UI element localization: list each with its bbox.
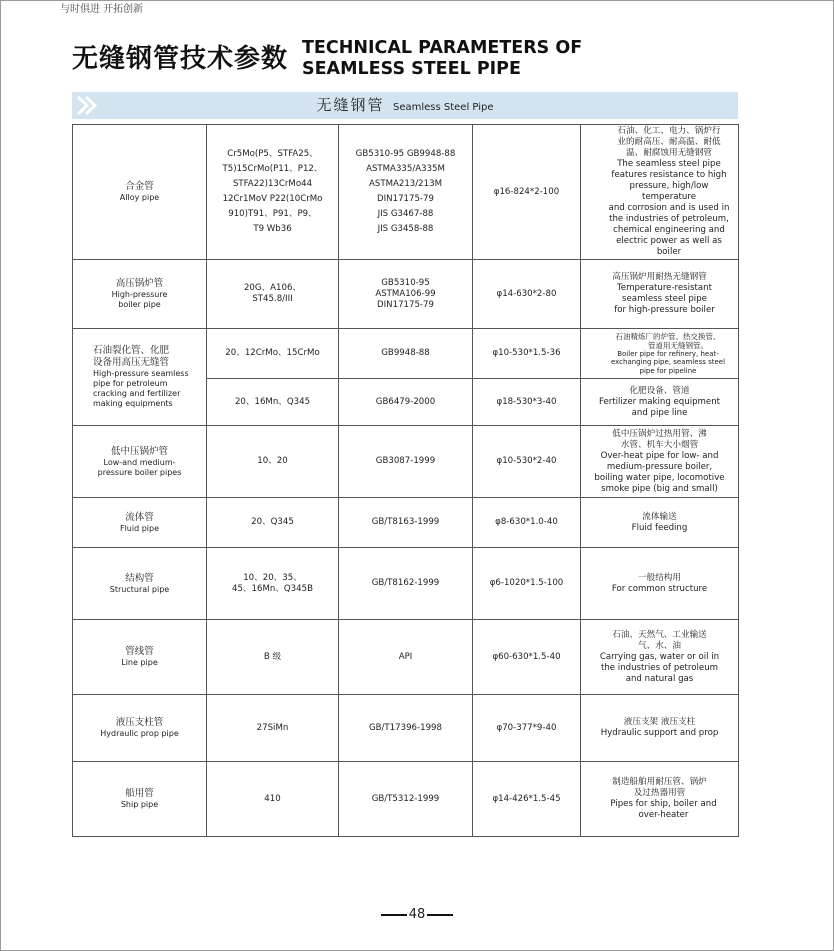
table-row bbox=[73, 695, 739, 762]
standard-line: ASTMA335/A335M bbox=[366, 164, 445, 174]
use-en-line: pressure, high/low temperature bbox=[629, 181, 709, 202]
table-row bbox=[73, 329, 739, 379]
use-en-line: Hydraulic support and prop bbox=[600, 728, 719, 738]
use-cn-line: 石油、化工、电力、锅炉行 bbox=[617, 126, 721, 136]
standard-line: DIN17175-79 bbox=[377, 194, 434, 204]
spec-cell: φ14-426*1.5-45 bbox=[473, 762, 581, 837]
table-row bbox=[73, 498, 739, 548]
pipe-name-en: Structural pipe bbox=[109, 584, 170, 594]
pipe-name-en: cracking and fertilizer bbox=[93, 389, 181, 398]
spec-cell: φ60-630*1.5-40 bbox=[473, 620, 581, 695]
page-number-text: 48 bbox=[408, 907, 426, 922]
grade-cell: B 级 bbox=[207, 620, 339, 695]
standard-line: GB5310-95 bbox=[381, 277, 430, 288]
page-number-dash-left bbox=[381, 914, 407, 916]
standard-cell: API bbox=[339, 620, 473, 695]
grade-line: ST45.8/III bbox=[252, 294, 293, 304]
use-cell bbox=[581, 379, 739, 426]
use-cn-line: 石油精炼厂的炉管、热交换管、 bbox=[615, 331, 721, 341]
table-row bbox=[73, 548, 739, 620]
use-en-line: electric power as well as boiler bbox=[616, 236, 722, 257]
page-title-en-line1: TECHNICAL PARAMETERS OF bbox=[302, 38, 583, 58]
pipe-name-cell bbox=[73, 498, 207, 548]
header-slogan: 与时俱进 开拓创新 bbox=[60, 4, 144, 15]
pipe-name-cn: 结构管 bbox=[125, 572, 154, 584]
standard-cell: GB6479-2000 bbox=[339, 379, 473, 426]
table-row bbox=[73, 620, 739, 695]
grade-cell: 20、16Mn、Q345 bbox=[207, 379, 339, 426]
grade-line: T9 Wb36 bbox=[253, 224, 292, 234]
pipe-name-cn: 合金管 bbox=[125, 181, 154, 192]
use-en-line: Pipes for ship, boiler and bbox=[610, 799, 717, 809]
grade-line: Cr5Mo(P5、STFA25、 bbox=[227, 149, 318, 159]
page-title-en-line2: SEAMLESS STEEL PIPE bbox=[302, 59, 521, 79]
pipe-name-en: Ship pipe bbox=[120, 800, 159, 809]
table-row bbox=[73, 260, 739, 329]
spec-cell: φ16-824*2-100 bbox=[473, 125, 581, 260]
spec-cell: φ18-530*3-40 bbox=[473, 379, 581, 426]
grade-cell: 10、20 bbox=[207, 426, 339, 498]
use-cell bbox=[581, 329, 739, 379]
grade-line: STFA22)13CrMo44 bbox=[232, 179, 313, 189]
use-en-line: Over-heat pipe for low- and bbox=[600, 450, 719, 461]
pipe-name-cn: 高压锅炉管 bbox=[115, 278, 164, 289]
standard-cell bbox=[339, 125, 473, 260]
pipe-name-cell bbox=[73, 762, 207, 837]
pipe-name-en: Fluid pipe bbox=[119, 523, 160, 533]
use-cell bbox=[581, 426, 739, 498]
standard-cell: GB3087-1999 bbox=[339, 426, 473, 498]
spec-cell: φ70-377*9-40 bbox=[473, 695, 581, 762]
use-cn-line: 及过热器用管 bbox=[633, 788, 686, 798]
banner-title-en: Seamless Steel Pipe bbox=[392, 102, 494, 113]
use-cn-line: 高压锅炉用耐热无缝钢管 bbox=[612, 272, 707, 282]
use-cn-line: 低中压锅炉过热用管、沸 bbox=[612, 428, 707, 439]
pipe-name-cell bbox=[73, 329, 207, 426]
use-en-line: chemical engineering and bbox=[613, 225, 725, 235]
use-cn-line: 业的耐高压、耐高温、耐低 bbox=[617, 137, 721, 147]
use-cn-line: 水管、机车大小烟管 bbox=[620, 439, 699, 450]
spec-cell: φ10-530*2-40 bbox=[473, 426, 581, 498]
pipe-name-cn: 石油裂化管、化肥 bbox=[93, 345, 170, 356]
pipe-name-en: boiler pipe bbox=[118, 300, 161, 309]
standard-line: ASTMA106-99 bbox=[375, 288, 436, 299]
use-cell bbox=[581, 548, 739, 620]
pipe-name-en: pressure boiler pipes bbox=[97, 467, 182, 477]
use-cn-line: 石油、天然气、工业输送 bbox=[612, 629, 707, 640]
use-en-line: Fluid feeding bbox=[631, 522, 688, 533]
standard-line: ASTMA213/213M bbox=[369, 179, 442, 189]
standard-line: GB5310-95 GB9948-88 bbox=[355, 149, 456, 159]
pipe-name-cn: 船用管 bbox=[125, 788, 154, 799]
use-en-line: features resistance to high bbox=[611, 170, 727, 180]
pipe-name-cn: 设备用高压无缝管 bbox=[93, 357, 170, 368]
use-cn-line: 温、耐腐蚀用无缝钢管 bbox=[626, 148, 712, 158]
pipe-name-cn: 液压支柱管 bbox=[115, 717, 164, 728]
pipe-name-cn: 管线管 bbox=[125, 646, 154, 657]
use-cell bbox=[581, 762, 739, 837]
standard-cell: GB/T8163-1999 bbox=[339, 498, 473, 548]
use-en-line: seamless steel pipe bbox=[622, 294, 707, 304]
pipe-name-cell bbox=[73, 426, 207, 498]
standard-cell: GB/T5312-1999 bbox=[339, 762, 473, 837]
page-title-cn: 无缝钢管技术参数 bbox=[72, 44, 289, 74]
use-en-line: and pipe line bbox=[631, 407, 688, 418]
grade-cell: 410 bbox=[207, 762, 339, 837]
use-cell bbox=[581, 125, 739, 260]
use-cn-line: 气、水、油 bbox=[638, 640, 681, 651]
pipe-name-en: Alloy pipe bbox=[119, 193, 160, 202]
use-en-line: the industries of petroleum, bbox=[609, 214, 729, 224]
page-title-en bbox=[302, 38, 582, 80]
grade-cell bbox=[207, 548, 339, 620]
pipe-name-cell bbox=[73, 695, 207, 762]
grade-cell: 20、Q345 bbox=[207, 498, 339, 548]
pipe-name-en: pipe for petroleum bbox=[93, 379, 168, 388]
use-cn-line: 制造船舶用耐压管、锅炉 bbox=[612, 777, 707, 787]
standard-line: JIS G3467-88 bbox=[377, 209, 434, 219]
use-cn-line: 化肥设备、管道 bbox=[629, 385, 690, 396]
standard-line: DIN17175-79 bbox=[377, 299, 434, 310]
use-en-line: exchanging pipe, seamless steel bbox=[610, 358, 726, 367]
use-cell bbox=[581, 260, 739, 329]
grade-cell: 27SiMn bbox=[207, 695, 339, 762]
use-cell bbox=[581, 620, 739, 695]
spec-cell: φ6-1020*1.5-100 bbox=[473, 548, 581, 620]
pipe-name-cn: 低中压锅炉管 bbox=[110, 445, 168, 457]
table-row bbox=[73, 426, 739, 498]
grade-line: T5)15CrMo(P11、P12、 bbox=[222, 164, 323, 174]
use-en-line: Boiler pipe for refinery, heat- bbox=[617, 349, 719, 358]
use-cn-line: 一般结构用 bbox=[638, 572, 681, 583]
use-cn-line: 液压支架 液压支柱 bbox=[623, 717, 696, 727]
pipe-name-en: Line pipe bbox=[121, 658, 158, 667]
spec-cell: φ8-630*1.0-40 bbox=[473, 498, 581, 548]
grade-cell bbox=[207, 125, 339, 260]
standard-cell bbox=[339, 260, 473, 329]
pipe-name-cell bbox=[73, 125, 207, 260]
use-en-line: for high-pressure boiler bbox=[614, 305, 715, 315]
banner-title bbox=[72, 92, 738, 119]
use-en-line: Carrying gas, water or oil in bbox=[599, 651, 720, 662]
pipe-name-en: High-pressure bbox=[111, 290, 168, 299]
pipe-name-en: Low-and medium- bbox=[103, 457, 176, 467]
use-en-line: Fertilizer making equipment bbox=[598, 396, 721, 407]
grade-line: 910)T91、P91、P9、 bbox=[228, 209, 317, 219]
table-row bbox=[73, 125, 739, 260]
use-cn-line: 管道用无缝钢管。 bbox=[648, 340, 708, 350]
page-number bbox=[0, 907, 834, 922]
grade-line: 12Cr1MoV P22(10CrMo bbox=[222, 194, 323, 204]
parameters-table bbox=[72, 124, 739, 837]
use-en-line: and corrosion and is used in bbox=[608, 203, 730, 213]
use-en-line: over-heater bbox=[638, 810, 689, 820]
page-number-dash-right bbox=[427, 914, 453, 916]
use-cell bbox=[581, 498, 739, 548]
grade-cell: 20、12CrMo、15CrMo bbox=[207, 329, 339, 379]
use-en-line: The seamless steel pipe bbox=[617, 159, 721, 169]
grade-line: 10、20、35、 bbox=[243, 572, 302, 583]
use-en-line: and natural gas bbox=[625, 673, 694, 684]
pipe-name-en: Hydraulic prop pipe bbox=[100, 729, 179, 738]
pipe-name-en: making equipments bbox=[93, 399, 173, 408]
grade-cell bbox=[207, 260, 339, 329]
use-cell bbox=[581, 695, 739, 762]
table-row bbox=[73, 762, 739, 837]
pipe-name-en: High-pressure seamless bbox=[93, 369, 189, 378]
standard-cell: GB/T8162-1999 bbox=[339, 548, 473, 620]
pipe-name-cn: 流体管 bbox=[125, 511, 154, 523]
pipe-name-cell bbox=[73, 620, 207, 695]
standard-cell: GB/T17396-1998 bbox=[339, 695, 473, 762]
use-en-line: For common structure bbox=[611, 583, 708, 594]
standard-cell: GB9948-88 bbox=[339, 329, 473, 379]
grade-line: 20G、A106、 bbox=[243, 283, 302, 293]
use-cn-line: 流体输送 bbox=[642, 511, 677, 522]
spec-cell: φ10-530*1.5-36 bbox=[473, 329, 581, 379]
pipe-name-cell bbox=[73, 548, 207, 620]
standard-line: JIS G3458-88 bbox=[377, 224, 434, 234]
banner-title-cn: 无缝钢管 bbox=[316, 96, 385, 114]
spec-cell: φ14-630*2-80 bbox=[473, 260, 581, 329]
use-en-line: Temperature-resistant bbox=[617, 283, 712, 293]
use-en-line: smoke pipe (big and small) bbox=[601, 483, 718, 494]
grade-line: 45、16Mn、Q345B bbox=[232, 583, 313, 594]
section-banner bbox=[72, 92, 738, 119]
use-en-line: medium-pressure boiler, bbox=[606, 461, 713, 472]
use-en-line: pipe for pipeline bbox=[639, 366, 697, 375]
use-en-line: the industries of petroleum bbox=[600, 662, 719, 673]
pipe-name-cell bbox=[73, 260, 207, 329]
use-en-line: boiling water pipe, locomotive bbox=[594, 472, 725, 483]
